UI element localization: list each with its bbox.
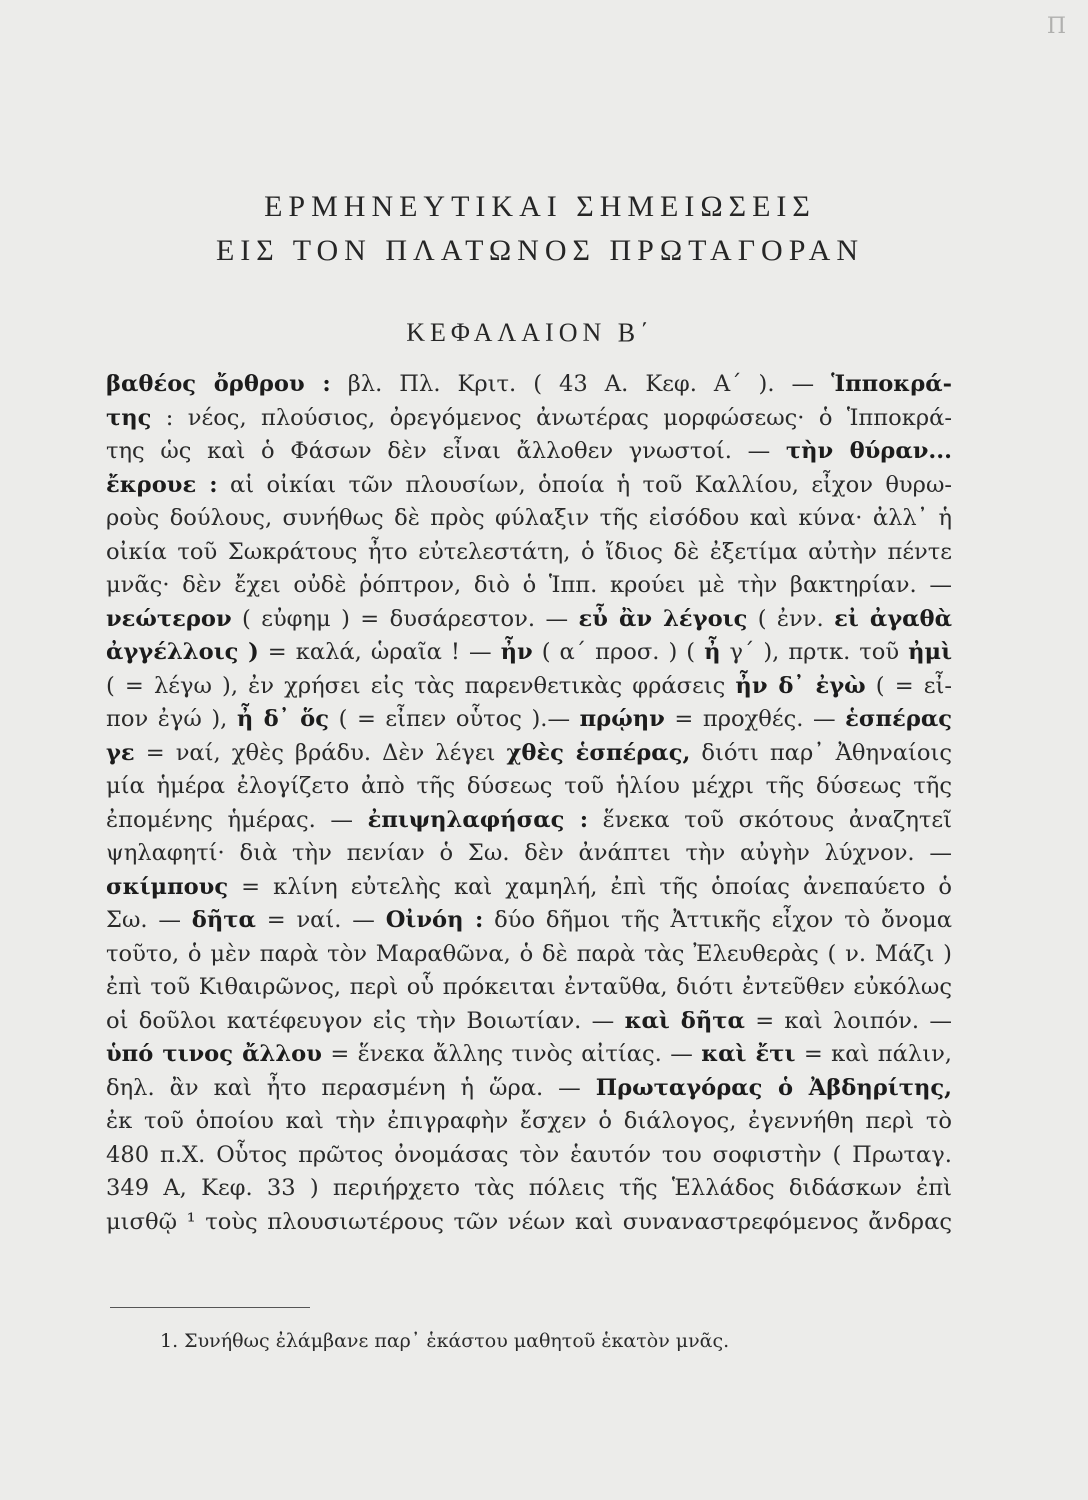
lemma-term: εἰ ἀγαθὰ: [834, 605, 952, 632]
text-line: [106, 502, 952, 536]
text-run: = καλά, ὡραῖα ! —: [258, 639, 501, 665]
text-run: : νέος, πλούσιος, ὀρεγόμενος ἀνωτέρας μορφώσεως· ὁ Ἱπποκρά-: [151, 404, 952, 431]
text-line: [106, 435, 952, 469]
lemma-term: Οἰνόη :: [385, 907, 484, 933]
text-run: μνᾶς· δὲν ἔχει οὐδὲ ῥόπτρον, διὸ ὁ Ἱππ. κρούει μὲ τὴν βακτηρίαν. —: [106, 572, 952, 598]
text-line: [106, 1105, 952, 1139]
lemma-term: ἀγγέλλοις ): [106, 639, 259, 665]
text-line: [106, 871, 952, 905]
text-run: ἕνεκα τοῦ σκότους ἀναζητεῖ: [588, 806, 952, 833]
text-run: = καὶ λοιπόν. —: [744, 1007, 952, 1034]
text-line: [106, 536, 952, 570]
text-run: ( ἐνν.: [747, 605, 835, 632]
lemma-term: νεώτερον: [106, 605, 232, 632]
text-run: 480 π.Χ. Οὗτος πρῶτος ὀνομάσας τὸν ἑαυτόν του σοφιστὴν ( Πρωταγ.: [106, 1141, 952, 1168]
text-run: = καὶ πάλιν,: [795, 1041, 952, 1067]
text-line: [106, 569, 952, 603]
text-run: = προχθές. —: [664, 706, 846, 732]
text-line: [106, 368, 952, 402]
lemma-term: ἔκρουε :: [106, 471, 218, 498]
text-run: οἰκία τοῦ Σωκράτους ἦτο εὐτελεστάτη, ὁ ἴδιος δὲ ἐξετίμα αὐτὴν πέντε: [106, 538, 952, 565]
text-run: διότι παρ᾿ Ἀθηναίοις: [690, 739, 952, 766]
title-line-1: ΕΡΜΗΝΕΥΤΙΚΑΙ ΣΗΜΕΙΩΣΕΙΣ: [264, 190, 816, 223]
text-run: = ναί, χθὲς βράδυ. Δὲν λέγει: [134, 739, 507, 766]
text-line: [106, 636, 952, 670]
lemma-term: χθὲς ἑσπέρας,: [506, 739, 691, 766]
text-line: [106, 402, 952, 436]
text-line: [106, 1206, 952, 1240]
text-run: = ναί. —: [255, 907, 386, 933]
text-run: δηλ. ἂν καὶ ἦτο περασμένη ἡ ὥρα. —: [106, 1074, 596, 1101]
text-run: ἐκ τοῦ ὁποίου καὶ τὴν ἐπιγραφὴν ἔσχεν ὁ διάλογος, ἐγεννήθη περὶ τὸ: [106, 1108, 952, 1134]
text-run: ἐπομένης ἡμέρας. —: [106, 806, 368, 833]
lemma-term: Ἱπποκρά-: [831, 371, 952, 397]
text-run: αἱ οἰκίαι τῶν πλουσίων, ὁποία ἡ τοῦ Καλλίου, εἶχον θυρω-: [217, 471, 953, 498]
lemma-term: Πρωταγόρας ὁ Ἀβδηρίτης,: [595, 1074, 952, 1101]
text-run: μισθῷ ¹ τοὺς πλουσιωτέρους τῶν νέων καὶ συναναστρεφόμενος ἄνδρας: [106, 1208, 952, 1235]
lemma-term: ἦ δ᾿ ὅς: [236, 706, 330, 732]
text-line: [106, 1005, 952, 1039]
text-run: ( α΄ προσ. ) (: [532, 639, 705, 665]
text-line: [106, 904, 952, 938]
chapter-heading: ΚΕΦΑΛΑΙΟΝ Β΄: [406, 318, 654, 347]
text-line: [106, 837, 952, 871]
lemma-term: τὴν θύραν...: [785, 438, 952, 464]
text-run: 349 Α, Κεφ. 33 ) περιήρχετο τὰς πόλεις τῆς Ἑλλάδος διδάσκων ἐπὶ: [106, 1175, 952, 1201]
text-line: [106, 1172, 952, 1206]
lemma-term: ἐπιψηλαφήσας :: [367, 806, 589, 833]
lemma-term: ὑπό τινος ἄλλου: [106, 1041, 322, 1067]
text-run: ( εὐφημ ) = δυσάρεστον. —: [231, 605, 579, 632]
lemma-term: ἠμὶ: [908, 639, 953, 665]
lemma-term: ἑσπέρας: [845, 706, 952, 732]
lemma-term: γε: [106, 739, 135, 766]
text-run: ψηλαφητί· διὰ τὴν πενίαν ὁ Σω. δὲν ἀνάπτει τὴν αὐγὴν λύχνον. —: [106, 840, 952, 866]
text-run: ( = λέγω ), ἐν χρήσει εἰς τὰς παρενθετικὰς φράσεις: [106, 672, 736, 699]
footnote: 1. Συνήθως ἐλάμβανε παρ᾿ ἑκάστου μαθητοῦ ἑκατὸν μνᾶς.: [160, 1330, 730, 1352]
lemma-term: πρῴην: [579, 706, 665, 732]
text-run: ( = εἶ-: [865, 672, 952, 699]
text-run: βλ. Πλ. Κριτ. ( 43 Α. Κεφ. Α΄ ). —: [330, 371, 832, 397]
text-run: ροὺς δούλους, συνήθως δὲ πρὸς φύλαξιν τῆς εἰσόδου καὶ κύνα· ἀλλ᾿ ἡ: [106, 505, 952, 531]
text-run: Σω. —: [106, 907, 192, 933]
text-line: [106, 971, 952, 1005]
lemma-term: ἦν δ᾿ ἐγὼ: [735, 672, 866, 699]
text-run: πον ἐγώ ),: [106, 706, 237, 732]
commentary-body: [106, 368, 952, 1239]
lemma-term: ἦ: [704, 639, 721, 665]
text-line: [106, 603, 952, 637]
lemma-term: καὶ δῆτα: [624, 1007, 745, 1034]
text-line: [106, 469, 952, 503]
text-line: [106, 703, 952, 737]
text-run: οἱ δοῦλοι κατέφευγον εἰς τὴν Βοιωτίαν. —: [106, 1007, 625, 1034]
text-line: [106, 737, 952, 771]
lemma-term: βαθέος ὄρθρου :: [106, 371, 331, 397]
text-line: [106, 1072, 952, 1106]
text-run: ἐπὶ τοῦ Κιθαιρῶνος, περὶ οὗ πρόκειται ἐνταῦθα, διότι ἐντεῦθεν εὐκόλως: [106, 974, 952, 1000]
lemma-term: της: [106, 404, 152, 431]
page-corner-mark: Π: [1046, 14, 1066, 39]
lemma-term: καὶ ἔτι: [701, 1041, 796, 1067]
text-line: [106, 770, 952, 804]
text-run: μία ἡμέρα ἐλογίζετο ἀπὸ τῆς δύσεως τοῦ ἡλίου μέχρι τῆς δύσεως τῆς: [106, 773, 952, 799]
footnote-divider: [110, 1307, 310, 1308]
lemma-term: ἦν: [500, 639, 533, 665]
lemma-term: σκίμπους: [106, 873, 229, 900]
text-run: ( = εἶπεν οὗτος ).—: [329, 706, 580, 732]
text-line: [106, 938, 952, 972]
text-line: [106, 804, 952, 838]
text-run: = κλίνη εὐτελὴς καὶ χαμηλή, ἐπὶ τῆς ὁποίας ἀνεπαύετο ὁ: [228, 873, 952, 900]
text-run: της ὡς καὶ ὁ Φάσων δὲν εἶναι ἄλλοθεν γνωστοί. —: [106, 438, 786, 464]
text-line: [106, 1139, 952, 1173]
text-run: = ἕνεκα ἄλλης τινὸς αἰτίας. —: [321, 1041, 702, 1067]
lemma-term: δῆτα: [191, 907, 256, 933]
lemma-term: εὖ ἂν λέγοις: [578, 605, 748, 632]
text-line: [106, 670, 952, 704]
text-run: τοῦτο, ὁ μὲν παρὰ τὸν Μαραθῶνα, ὁ δὲ παρὰ τὰς Ἐλευθερὰς ( ν. Μάζι ): [106, 940, 952, 967]
text-line: [106, 1038, 952, 1072]
text-run: δύο δῆμοι τῆς Ἀττικῆς εἶχον τὸ ὄνομα: [483, 907, 952, 933]
title-line-2: ΕΙΣ ΤΟΝ ΠΛΑΤΩΝΟΣ ΠΡΩΤΑΓΟΡΑΝ: [215, 234, 865, 267]
text-run: γ΄ ), πρτκ. τοῦ: [720, 639, 909, 665]
